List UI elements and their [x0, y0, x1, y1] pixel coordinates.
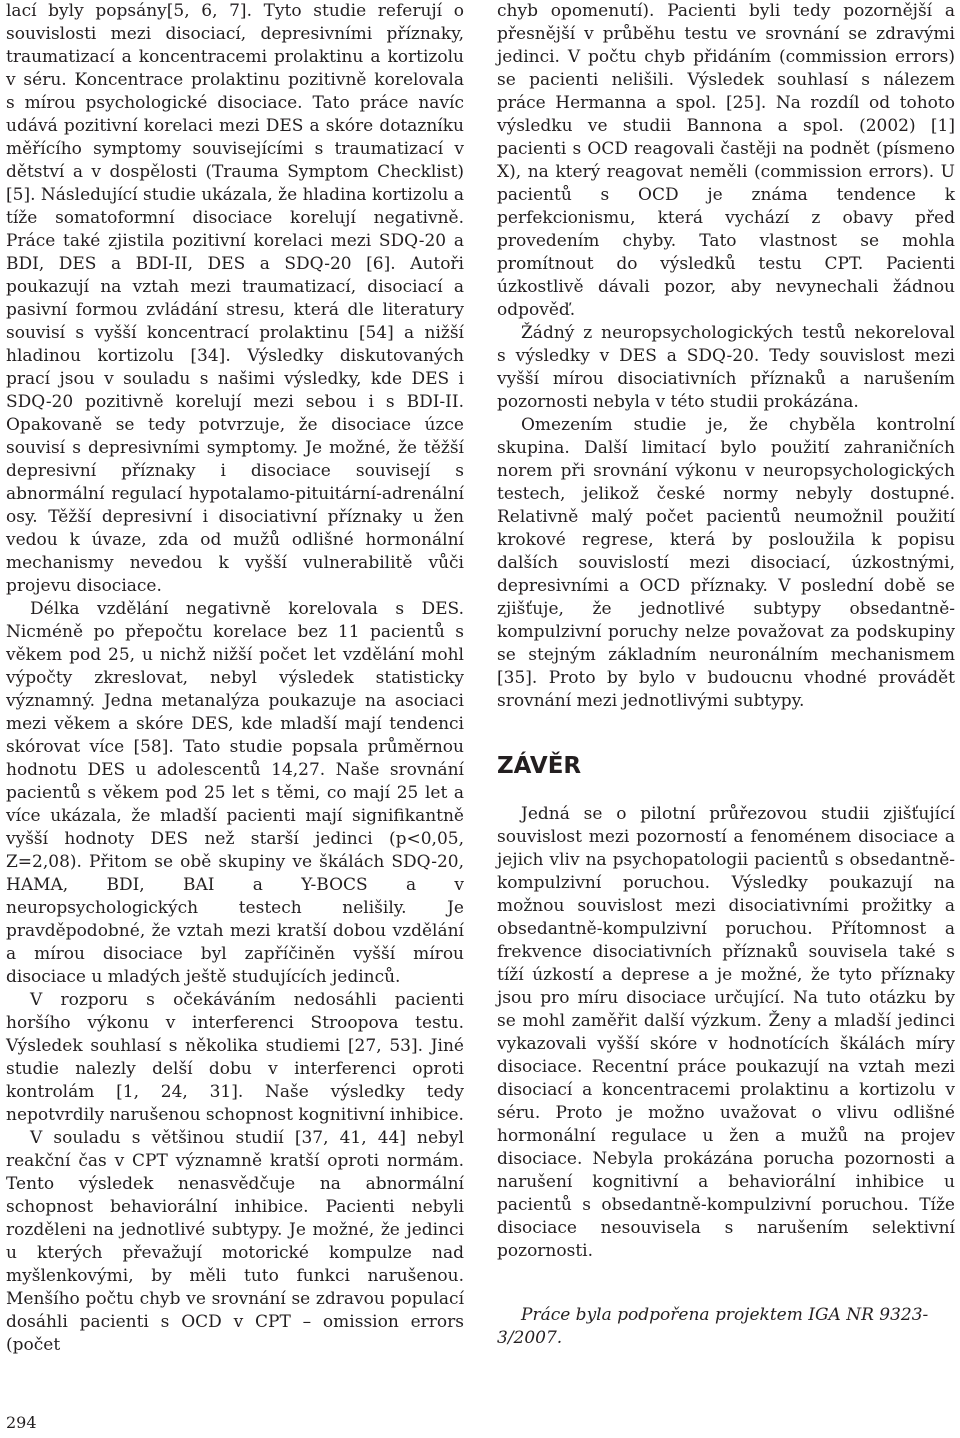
- left-column: [6, 0, 464, 1357]
- paragraph: Jedná se o pilotní průřezovou studii zjišťující souvislost mezi pozorností a fenoménem disociace a jejich vliv na psychopatologii pacientů s obsedantně-kompulzivní poruchou. Výsledky poukazují na možnou souvislost mezi disociativními prožitky a obsedantně-kompulzivní poruchou. Přítomnost a frekvence disociativních příznaků souvisela také s tíží úzkostí a deprese a je možné, že tyto příznaky jsou pro míru disociace určující. Na tuto otázku by se mohl zaměřit další výzkum. Ženy a mladší jedinci vykazovali vyšší skóre v hodnotících škálách míry disociace. Recentní práce poukazují na vztah mezi disociací a koncentracemi prolaktinu a kortizolu v séru. Proto je možno uvažovat o vlivu odlišné hormonální regulace u žen a mužů na projev disociace. Nebyla prokázána porucha pozornosti a narušení kognitivní a behaviorální inhibice u pacientů s obsedantně-kompulzivní poruchou. Tíže disociace nesouvisela s narušením selektivní pozornosti.: [497, 804, 955, 1261]
- paragraph: V rozporu s očekáváním nedosáhli pacienti horšího výkonu v interferenci Stroopova testu. Výsledek souhlasí s několika studiemi [27, 53]. Jiné studie nalezly delší dobu v interferenci oproti kontrolám [1, 24, 31]. Naše výsledky tedy nepotvrdily narušenou schopnost kognitivní inhibice.: [6, 990, 464, 1125]
- paragraph: Omezením studie je, že chyběla kontrolní skupina. Další limitací bylo použití zahraničních norem při srovnání výkonu v neuropsychologických testech, jelikož české normy nebyly dostupné. Relativně malý počet pacientů neumožnil použití krokové regrese, která by posloužila k popisu dalších souvislostí mezi disociací, úzkostnými, depresivními a OCD příznaky. V poslední době se zjišťuje, že jednotlivé subtypy obsedantně-kompulzivní poruchy nelze považovat za podskupiny se stejným základním neuronálním mechanismem [35]. Proto by bylo v budoucnu vhodné provádět srovnání mezi jednotlivými subtypy.: [497, 415, 955, 711]
- right-column: [497, 0, 955, 1350]
- paragraph: Žádný z neuropsychologických testů nekoreloval s výsledky v DES a SDQ-20. Tedy souvislost mezi vyšší mírou disociativních příznaků a narušením pozornosti nebyla v této studii prokázána.: [497, 323, 955, 412]
- paragraph: Délka vzdělání negativně korelovala s DES. Nicméně po přepočtu korelace bez 11 pacientů s věkem pod 25, u nichž nižší počet let vzdělání mohl výpočty zkreslovat, nebyl výsledek statisticky významný. Jedna metanalýza poukazuje na asociaci mezi věkem a skóre DES, kde mladší mají tendenci skórovat více [58]. Tato studie popsala průměrnou hodnotu DES u adolescentů 14,27. Naše srovnání pacientů s věkem pod 25 let s těmi, co mají 25 let a více ukázala, že mladší pacienti mají signifikantně vyšší hodnoty DES než starší jedinci (p<0,05, Z=2,08). Přitom se obě skupiny ve škálách SDQ-20, HAMA, BDI, BAI a Y-BOCS a v neuropsychologických testech nelišily. Je pravděpodobné, že vztah mezi kratší dobou vzdělání a mírou disociace byl zapříčiněn vyšší mírou disociace u mladých ještě studujících jedinců.: [6, 599, 464, 987]
- section-heading: ZÁVĚR: [497, 753, 582, 779]
- page-number: 294: [6, 1413, 37, 1432]
- acknowledgement: Práce byla podpořena projektem IGA NR 9323-3/2007.: [497, 1305, 929, 1348]
- paragraph: V souladu s většinou studií [37, 41, 44] nebyl reakční čas v CPT významně kratší oproti normám. Tento výsledek nenasvědčuje na abnormální schopnost behaviorální inhibice. Pacienti nebyli rozděleni na jednotlivé subtypy. Je možné, že jedinci u kterých převažují motorické kompulze nad myšlenkovými, by měli tuto funkci narušenou. Menšího počtu chyb ve srovnání se zdravou populací dosáhli pacienti s OCD v CPT – omission errors (počet: [6, 1128, 464, 1355]
- paragraph: lací byly popsány[5, 6, 7]. Tyto studie referují o souvislosti mezi disociací, depresivními příznaky, traumatizací a koncentracemi prolaktinu a kortizolu v séru. Koncentrace prolaktinu pozitivně korelovala s mírou psychologické disociace. Tato práce navíc udává pozitivní korelaci mezi DES a skóre dotazníku měřícího symptomy souvisejícími s traumatizací v dětství a v dospělosti (Trauma Symptom Checklist) [5]. Následující studie ukázala, že hladina kortizolu a tíže somatoformní disociace korelují negativně. Práce také zjistila pozitivní korelaci mezi SDQ-20 a BDI, DES a BDI-II, DES a SDQ-20 [6]. Autoři poukazují na vztah mezi traumatizací, disociací a pasivní formou zvládání stresu, která dle literatury souvisí s vyšší koncentrací prolaktinu [54] a nižší hladinou kortizolu [34]. Výsledky diskutovaných prací jsou v souladu s našimi výsledky, kde DES i SDQ-20 pozitivně korelují mezi sebou i s BDI-II. Opakovaně se tedy potvrzuje, že disociace úzce souvisí s depresivními symptomy. Je možné, že těžší depresivní příznaky i disociace souvisejí s abnormální regulací hypotalamo-pituitární-adrenální osy. Těžší depresivní i disociativní příznaky u žen vedou k úvaze, zda od mužů odlišné hormonální mechanismy nevedou k vyšší vulnerabilitě vůči projevu disociace.: [6, 1, 464, 596]
- paragraph: chyb opomenutí). Pacienti byli tedy pozornější a přesnější v průběhu testu ve srovnání se zdravými jedinci. V počtu chyb přidáním (commission errors) se pacienti nelišili. Výsledek souhlasí s nálezem práce Hermanna a spol. [25]. Na rozdíl od tohoto výsledku ve studii Bannona a spol. (2002) [1] pacienti s OCD reagovali častěji na podnět (písmeno X), na který reagovat neměli (commission errors). U pacientů s OCD je známa tendence k perfekcionismu, která vychází z obavy před provedením chyby. Tato vlastnost se mohla promítnout do výsledků testu CPT. Pacienti úzkostlivě dávali pozor, aby nevynechali žádnou odpověď.: [497, 1, 955, 320]
